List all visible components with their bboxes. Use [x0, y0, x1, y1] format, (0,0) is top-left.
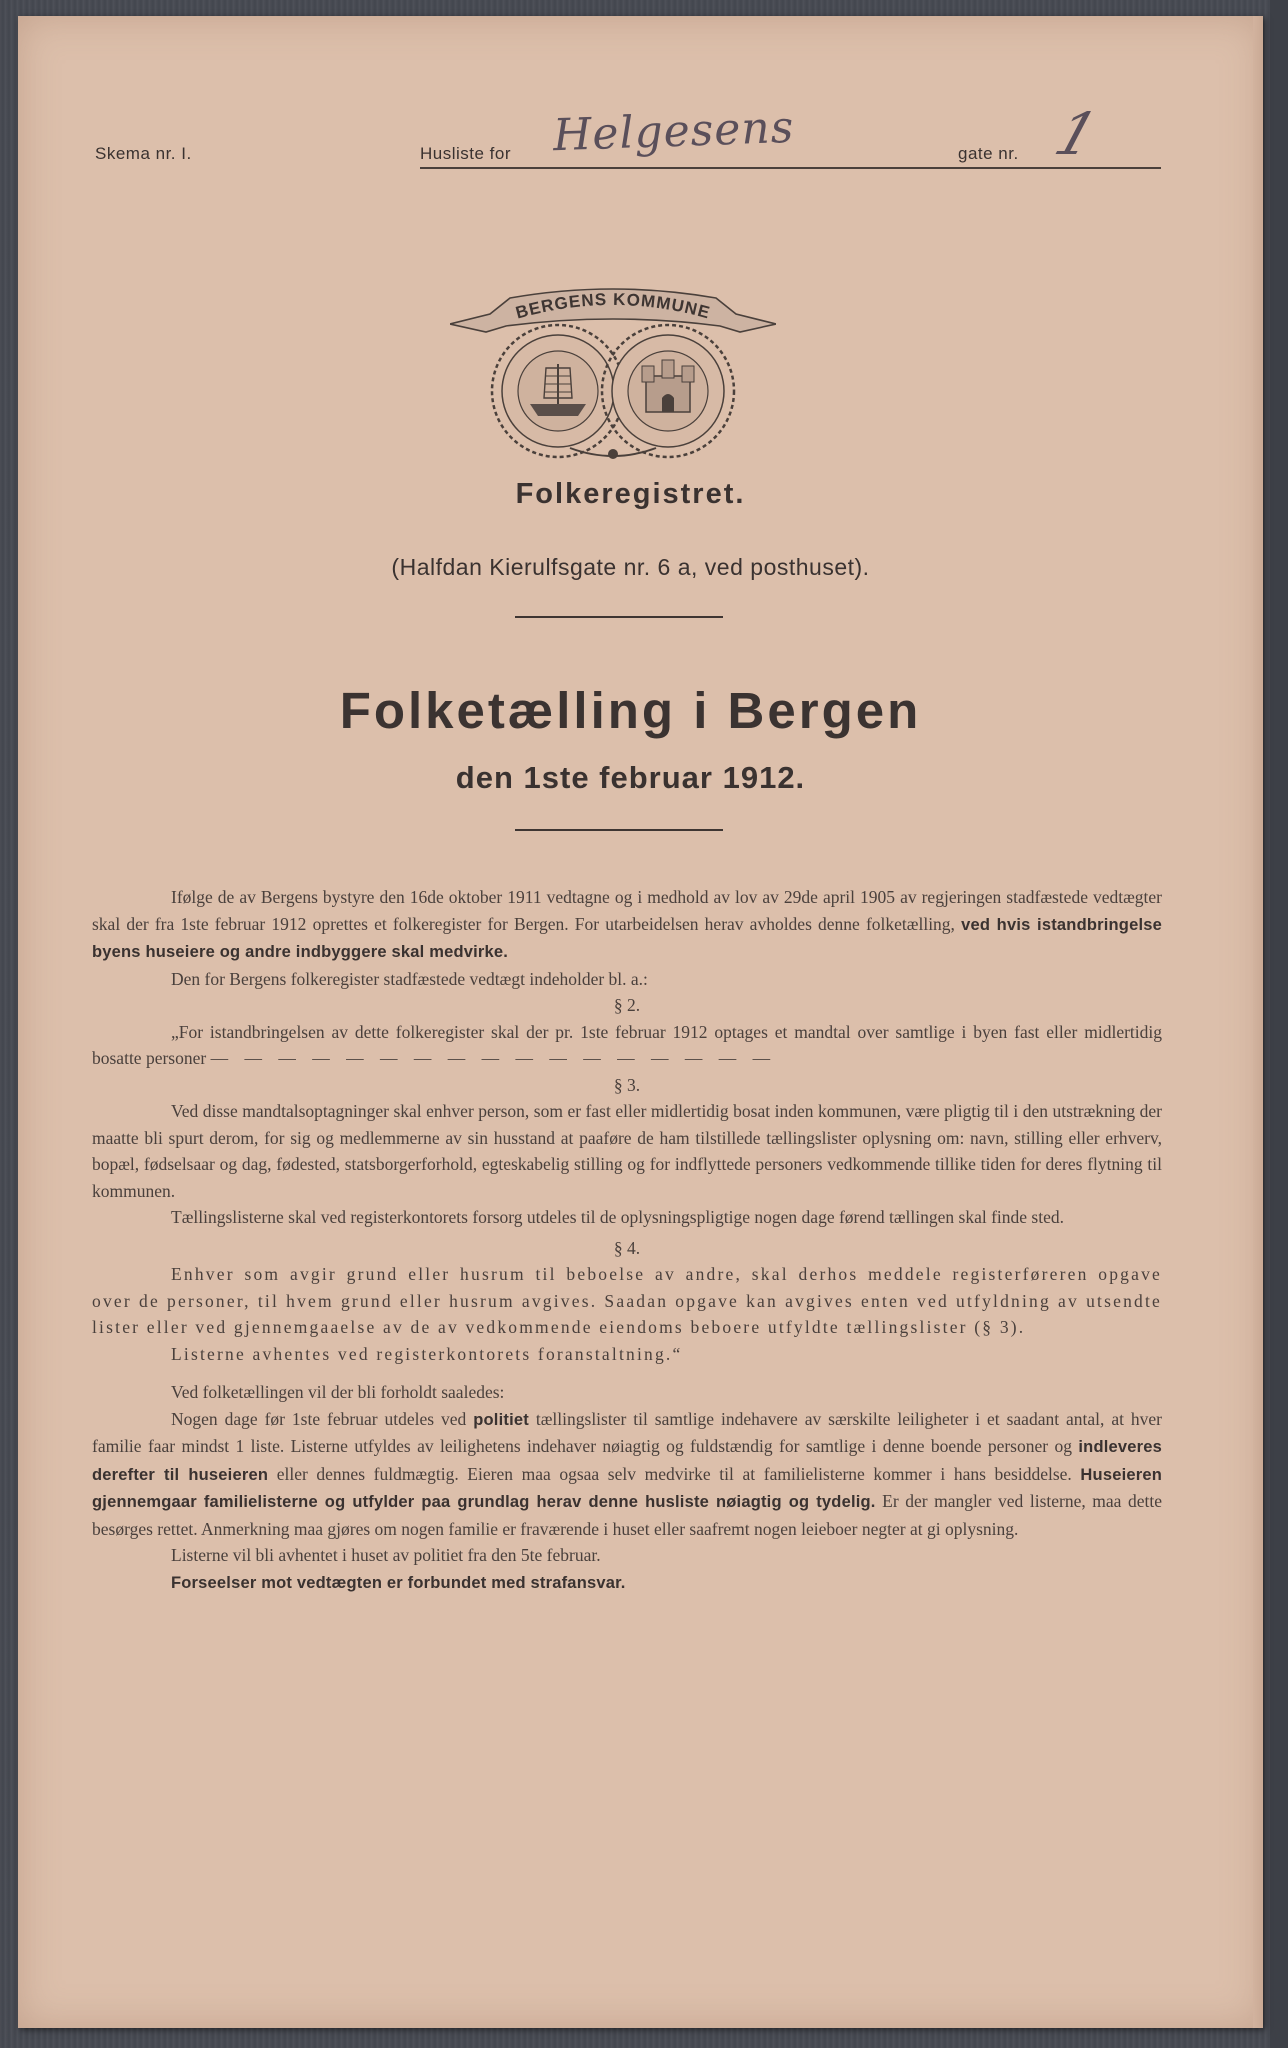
section-3-heading: § 3.: [613, 1074, 641, 1095]
paper-edge: [1253, 16, 1263, 2028]
husliste-label: Husliste for: [420, 144, 512, 163]
section-2-paragraph: [92, 1019, 1162, 1072]
gate-label: gate nr.: [958, 144, 1019, 163]
procedure-bold-deliver: indleveres derefter til huseieren: [92, 1438, 1163, 1484]
procedure-bold-owner: Huseieren gjennemgaar familielisterne og utfylder paa grundlag herav denne husliste nøiagtig og tydelig.: [92, 1465, 1163, 1511]
section-3-paragraph-1: Ved disse mandtalsoptagninger skal enhver person, som er fast eller midlertidig bosat inden kommunen, være pligtig til i den utstrækning der maatte bli spurt derom, for sig og medlemmerne av sin husstand at paaføre de ham tilstillede tællingslister oplysning om: navn, stilling eller erhverv, bopæl, fødselsaar og dag, fødested, statsborgerforhold, egteskabelig stilling og for indflyttede personers vedkommende tillike tiden for deres flytning til kommunen.: [92, 1101, 1162, 1201]
office-address: (Halfdan Kierulfsgate nr. 6 a, ved posthuset).: [391, 554, 870, 580]
section-4-paragraph-2: Listerne avhentes ved registerkontorets foranstaltning.“: [171, 1343, 683, 1364]
document-page: [18, 16, 1263, 2028]
street-underline: [420, 167, 958, 169]
collection-paragraph: Listerne vil bli avhentet i huset av politiet fra den 5te februar.: [171, 1545, 601, 1565]
bergen-seal-emblem: [450, 286, 776, 466]
section-3-paragraph-2: Tællingslisterne skal ved registerkontorets forsorg utdeles til de oplysningspligtige nogen dage førend tællingen skal finde sted.: [171, 1207, 1064, 1227]
handwritten-street: Helgesens: [552, 101, 796, 162]
section-2-dashes: — — — — — — — — — — — — — — — — —: [210, 1048, 777, 1068]
intro-text: Ifølge de av Bergens bystyre den 16de oktober 1911 vedtagne og i medhold av lov av 29de april 1905 av regjeringen stadfæstede vedtægter skal der fra 1ste februar 1912 oprettes et folkeregister for Bergen. For utarbeidelsen herav avholdes denne folketælling,: [92, 887, 1162, 934]
divider-top: [515, 616, 723, 618]
emblem-banner-text: BERGENS KOMMUNE: [513, 289, 713, 323]
skema-label: Skema nr. I.: [95, 144, 192, 163]
scan-edge-strip: [1270, 0, 1288, 2048]
regulation-body: [92, 884, 1162, 1596]
handwritten-number: 1: [1046, 100, 1106, 168]
section-2-heading: § 2.: [613, 995, 641, 1015]
procedure-intro: Ved folketællingen vil der bli forholdt saaledes:: [171, 1382, 505, 1402]
procedure-text-a: Nogen dage før 1ste februar utdeles ved: [171, 1408, 467, 1429]
procedure-paragraph: [92, 1406, 1162, 1543]
statute-intro: Den for Bergens folkeregister stadfæstede vedtægt indeholder bl. a.:: [171, 968, 648, 989]
date-title: den 1ste februar 1912.: [455, 760, 806, 795]
procedure-text-d: Er der mangler ved listerne, maa dette besørges rettet. Anmerkning maa gjøres om nogen familie er fraværende i huset eller saafremt nogen leieboer negter at gi oplysning.: [92, 1491, 1162, 1539]
section-2-text: „For istandbringelsen av dette folkeregister skal der pr. 1ste februar 1912 optages et mandtal over samtlige i byen fast eller midlertidig bosatte personer: [92, 1021, 1162, 1068]
penalty-notice: [92, 1569, 1162, 1597]
section-4-paragraph-1: Enhver som avgir grund eller husrum til beboelse av andre, skal derhos meddele registerføreren opgave over de personer, til hvem grund eller husrum avgives. Saadan opgave kan avgives enten ved utfyldning av utsendte lister eller ved gjennemgaaelse av de av vedkommende eiendoms beboere utfyldte tællingslister (§ 3).: [92, 1264, 1162, 1337]
divider-bottom: [515, 829, 723, 831]
intro-bold-text: ved hvis istandbringelse byens huseiere og andre indbyggere skal medvirke.: [92, 915, 1163, 961]
section-4-heading: § 4.: [613, 1237, 641, 1258]
procedure-text-c: eller dennes fuldmægtig. Eieren maa ogsaa selv medvirke til at familielisterne kommer i hans besiddelse.: [276, 1463, 1072, 1484]
intro-paragraph: [92, 884, 1162, 966]
penalty-notice-text: Forseelser mot vedtægten er forbundet med strafansvar.: [171, 1573, 626, 1592]
procedure-bold-politiet: politiet: [473, 1410, 529, 1429]
procedure-text-b: tællingslister til samtlige indehavere av særskilte leiligheter i et saadant antal, at hver familie faar mindst 1 liste. Listerne utfyldes av leilighetens indehaver nøiagtig og fuldstændig for samtlige i denne boende personer og: [92, 1408, 1163, 1456]
main-title: Folketælling i Bergen: [339, 682, 922, 739]
office-name: Folkeregistret.: [515, 478, 746, 510]
